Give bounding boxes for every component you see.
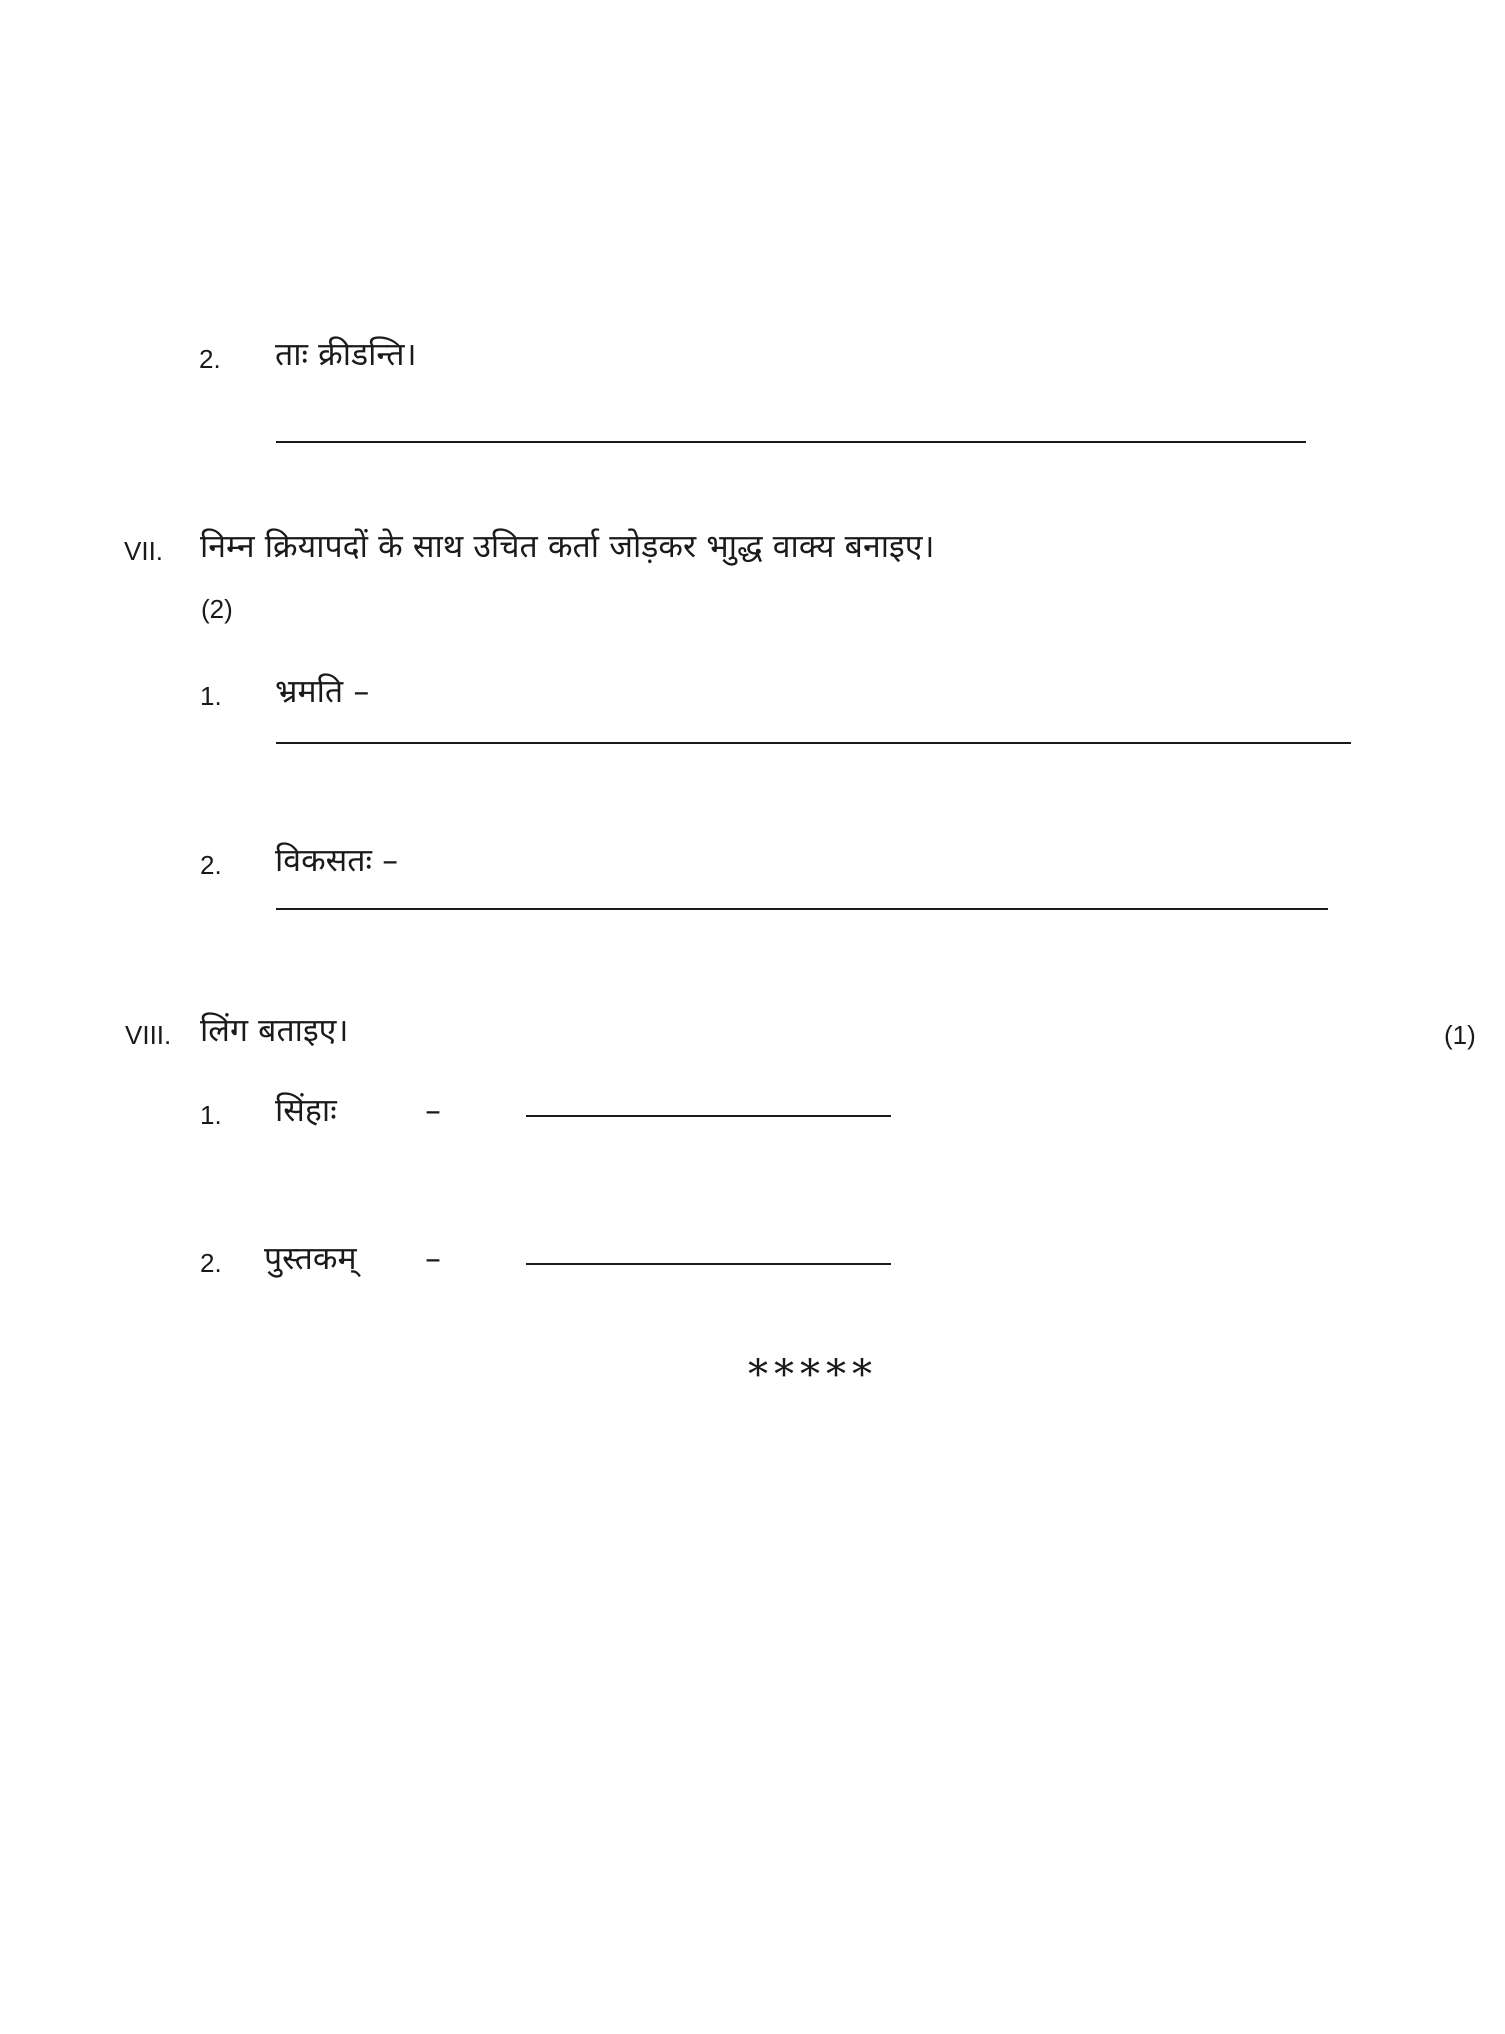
answer-line xyxy=(276,908,1328,910)
item-text: सिंहाः xyxy=(275,1091,337,1129)
item-text: भ्रमति – xyxy=(275,672,370,710)
item-text: पुस्तकम् xyxy=(264,1239,357,1277)
item-dash: – xyxy=(425,1091,441,1129)
item-number: 1. xyxy=(200,1100,222,1130)
item-dash: – xyxy=(425,1239,441,1277)
section-roman-numeral: VIII. xyxy=(125,1020,172,1050)
section-marks: (2) xyxy=(201,594,233,624)
section-heading: लिंग बताइए। xyxy=(200,1011,349,1049)
item-text: ताः क्रीडन्ति। xyxy=(275,335,417,373)
section-roman-numeral: VII. xyxy=(124,536,164,566)
answer-line xyxy=(276,441,1306,443)
item-number: 1. xyxy=(200,681,222,711)
item-number: 2. xyxy=(199,344,221,374)
item-number: 2. xyxy=(200,850,222,880)
end-of-paper-marker: ***** xyxy=(748,1352,878,1398)
section-marks: (1) xyxy=(1444,1020,1476,1050)
item-text: विकसतः – xyxy=(275,841,399,879)
answer-line xyxy=(526,1115,891,1117)
item-number: 2. xyxy=(200,1248,222,1278)
section-heading: निम्न क्रियापदों के साथ उचित कर्ता जोड़कर भाुद्ध वाक्य बनाइए। xyxy=(200,527,935,565)
answer-line xyxy=(276,742,1351,744)
answer-line xyxy=(526,1263,891,1265)
